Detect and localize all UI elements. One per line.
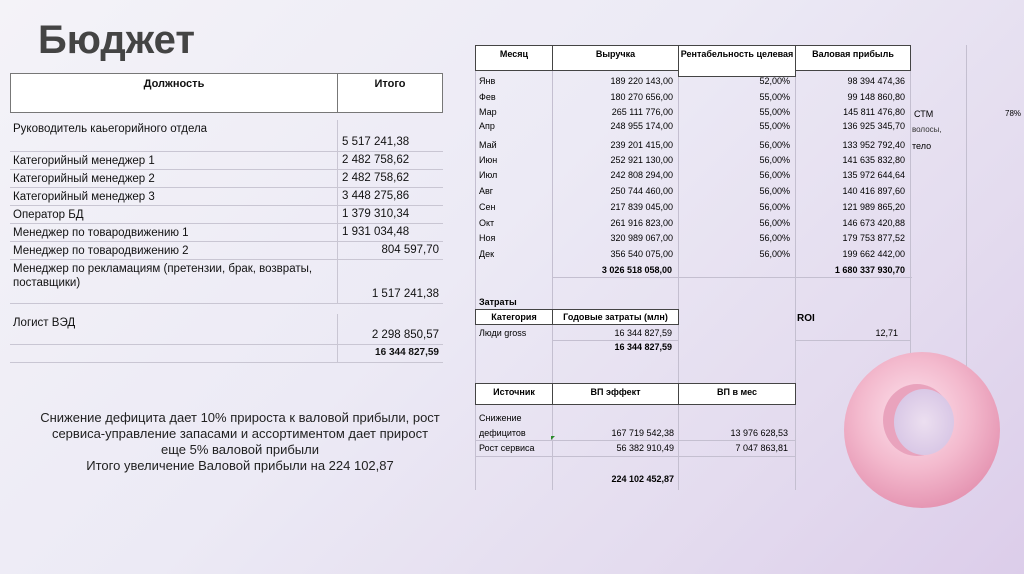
donut-shape-image <box>842 350 1002 510</box>
month-cell: Сен <box>479 202 496 212</box>
grand-total: 16 344 827,59 <box>375 347 439 358</box>
table-row: Руководитель каьегорийного отдела 5 517 241,38 <box>10 120 443 152</box>
month-cell: Окт <box>479 218 495 228</box>
gross-cell: 199 662 442,00 <box>842 249 905 259</box>
total-revenue: 3 026 518 058,00 <box>601 265 672 275</box>
side-note-cut: волосы, <box>912 125 942 134</box>
header-gross: Валовая прибыль <box>795 45 911 71</box>
table-row: Менеджер по рекламациям (претензии, брак, возвраты, поставщики) 1 517 241,38 <box>10 260 443 304</box>
gross-cell: 145 811 476,80 <box>843 107 905 117</box>
gross-cell: 133 952 792,40 <box>842 140 905 150</box>
margin-cell: 55,00% <box>759 107 790 117</box>
page-title: Бюджет <box>38 18 195 62</box>
revenue-cell: 239 201 415,00 <box>610 140 673 150</box>
revenue-cell: 265 111 776,00 <box>611 107 673 117</box>
staff-table-header <box>10 73 443 113</box>
table-total-row <box>10 345 443 363</box>
costs-total: 16 344 827,59 <box>614 342 672 352</box>
month-cell: Май <box>479 140 497 150</box>
effect-value: 56 382 910,49 <box>616 443 674 453</box>
revenue-cell: 356 540 075,00 <box>610 249 673 259</box>
gross-cell: 121 989 865,20 <box>842 202 905 212</box>
effect-row-label: Рост сервиса <box>479 443 535 453</box>
revenue-cell: 248 955 174,00 <box>610 121 673 131</box>
gross-cell: 99 148 860,80 <box>847 92 905 102</box>
table-row: Менеджер по товародвижению 1 1 931 034,48 <box>10 224 443 242</box>
ctm-percent: 78% <box>1005 109 1022 118</box>
header-revenue: Выручка <box>552 45 679 71</box>
revenue-cell: 242 808 294,00 <box>610 170 673 180</box>
month-value: 7 047 863,81 <box>735 443 788 453</box>
cell-marker <box>551 436 555 440</box>
gross-cell: 140 416 897,60 <box>842 186 905 196</box>
margin-cell: 55,00% <box>759 121 790 131</box>
revenue-cell: 189 220 143,00 <box>610 76 673 86</box>
table-row: Категорийный менеджер 3 3 448 275,86 <box>10 188 443 206</box>
roi-value: 12,71 <box>875 328 898 338</box>
effect-total: 224 102 452,87 <box>611 474 674 484</box>
effect-row-label: дефицитов <box>479 428 526 438</box>
table-row: Менеджер по товародвижению 2 804 597,70 <box>10 242 443 260</box>
margin-cell: 56,00% <box>759 186 790 196</box>
effect-value: 167 719 542,38 <box>611 428 674 438</box>
header-category: Категория <box>475 309 553 325</box>
month-cell: Июн <box>479 155 498 165</box>
header-source: Источник <box>475 383 553 405</box>
revenue-cell: 261 916 823,00 <box>610 218 673 228</box>
revenue-cell: 320 989 067,00 <box>610 233 673 243</box>
costs-row-label: Люди gross <box>479 328 527 338</box>
header-total: Итого <box>338 73 443 113</box>
table-row: Логист ВЭД 2 298 850,57 <box>10 304 443 345</box>
revenue-cell: 252 921 130,00 <box>610 155 673 165</box>
month-cell: Ноя <box>479 233 496 243</box>
month-cell: Апр <box>479 121 495 131</box>
gross-cell: 135 972 644,64 <box>842 170 905 180</box>
costs-title: Затраты <box>479 297 517 307</box>
gross-cell: 98 394 474,36 <box>847 76 905 86</box>
month-cell: Авг <box>479 186 494 196</box>
header-month: Месяц <box>475 45 553 71</box>
margin-cell: 52,00% <box>759 76 790 86</box>
costs-row-value: 16 344 827,59 <box>614 328 672 338</box>
header-effect: ВП эффект <box>552 383 679 405</box>
header-margin: Рентабельность целевая <box>678 45 796 77</box>
margin-cell: 56,00% <box>759 233 790 243</box>
month-cell: Июл <box>479 170 498 180</box>
header-annual: Годовые затраты (млн) <box>552 309 679 325</box>
gross-cell: 179 753 877,52 <box>842 233 905 243</box>
header-per-month: ВП в мес <box>678 383 796 405</box>
margin-cell: 56,00% <box>759 218 790 228</box>
margin-cell: 56,00% <box>759 249 790 259</box>
total-gross: 1 680 337 930,70 <box>834 265 905 275</box>
side-note-body: тело <box>912 141 932 151</box>
margin-cell: 55,00% <box>759 92 790 102</box>
revenue-cell: 250 744 460,00 <box>610 186 673 196</box>
revenue-cell: 180 270 656,00 <box>610 92 673 102</box>
month-cell: Дек <box>479 249 495 259</box>
month-cell: Янв <box>479 76 496 86</box>
summary-note: Снижение дефицита дает 10% прироста к валовой прибыли, рост сервиса-управление запасами и ассортиментом дает прирост еще 5% валовой прибыли Итого увеличение Валовой прибыли на 224 102,87 <box>40 410 440 473</box>
gross-cell: 146 673 420,88 <box>842 218 905 228</box>
margin-cell: 56,00% <box>759 170 790 180</box>
staff-table <box>10 73 443 363</box>
revenue-cell: 217 839 045,00 <box>610 202 673 212</box>
month-value: 13 976 628,53 <box>730 428 788 438</box>
roi-label: ROI <box>797 313 815 324</box>
margin-cell: 56,00% <box>759 140 790 150</box>
ctm-label: СТМ <box>914 109 934 119</box>
table-row: Категорийный менеджер 2 2 482 758,62 <box>10 170 443 188</box>
effect-row-label: Снижение <box>479 413 522 423</box>
month-cell: Мар <box>479 107 497 117</box>
gross-cell: 141 635 832,80 <box>842 155 905 165</box>
table-row: Категорийный менеджер 1 2 482 758,62 <box>10 152 443 170</box>
margin-cell: 56,00% <box>759 202 790 212</box>
header-role: Должность <box>10 73 338 113</box>
table-row: Оператор БД 1 379 310,34 <box>10 206 443 224</box>
gross-cell: 136 925 345,70 <box>842 121 905 131</box>
margin-cell: 56,00% <box>759 155 790 165</box>
month-cell: Фев <box>479 92 496 102</box>
